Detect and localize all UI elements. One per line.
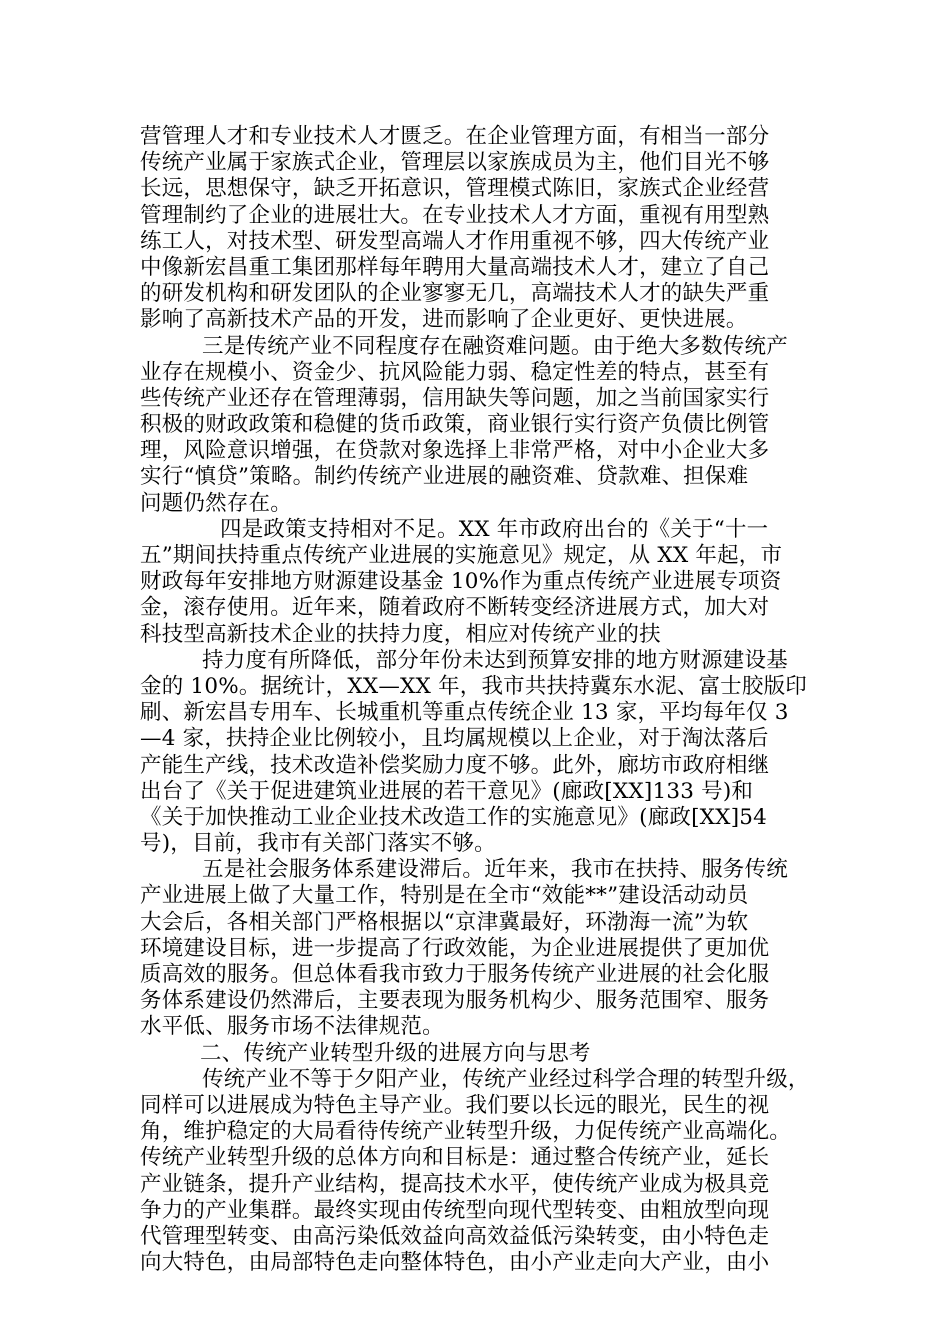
text-line: 刷、新宏昌专用车、长城重机等重点传统企业 13 家，平均每年仅 3 bbox=[140, 700, 789, 726]
text-line: 持力度有所降低，部分年份未达到预算安排的地方财源建设基 bbox=[202, 647, 788, 673]
text-line: 质高效的服务。但总体看我市致力于服务传统产业进展的社会化服 bbox=[140, 962, 770, 987]
text-line: 五”期间扶持重点传统产业进展的实施意见》规定，从 XX 年起，市 bbox=[140, 543, 783, 568]
text-line: 实行“慎贷”策略。制约传统产业进展的融资难、贷款难、担保难 bbox=[140, 464, 749, 490]
text-line: 角，维护稳定的大局看待传统产业转型升级，力促传统产业高端化。 bbox=[140, 1119, 792, 1145]
text-line: 同样可以进展成为特色主导产业。我们要以长远的眼光，民生的视 bbox=[140, 1092, 770, 1118]
text-line: 积极的财政政策和稳健的货币政策，商业银行实行资产负债比例管 bbox=[140, 412, 770, 438]
text-line: 向大特色，由局部特色走向整体特色，由小产业走向大产业，由小 bbox=[140, 1250, 770, 1276]
text-line: 环境建设目标，进一步提高了行政效能，为企业进展提供了更加优 bbox=[140, 935, 770, 961]
text-line: 号)，目前，我市有关部门落实不够。 bbox=[140, 831, 496, 857]
text-line: 四是政策支持相对不足。XX 年市政府出台的《关于“十一 bbox=[220, 516, 769, 542]
text-line: 代管理型转变、由高污染低效益向高效益低污染转变，由小特色走 bbox=[140, 1223, 770, 1249]
text-line: 金的 10%。据统计，XX—XX 年，我市共扶持冀东水泥、富士胶版印 bbox=[140, 673, 807, 699]
text-line: 营管理人才和专业技术人才匮乏。在企业管理方面，有相当一部分 bbox=[140, 124, 770, 149]
text-line: 财政每年安排地方财源建设基金 10%作为重点传统产业进展专项资 bbox=[140, 569, 782, 595]
text-line: 理，风险意识增强，在贷款对象选择上非常严格，对中小企业大多 bbox=[140, 438, 770, 464]
text-line: 传统产业不等于夕阳产业，传统产业经过科学合理的转型升级， bbox=[202, 1066, 810, 1092]
text-line: —4 家，扶持企业比例较小，且均属规模以上企业，对于淘汰落后 bbox=[140, 726, 769, 752]
text-line: 大会后，各相关部门严格根据以“京津冀最好，环渤海一流”为软 bbox=[140, 909, 749, 935]
document-body bbox=[140, 124, 820, 1276]
text-line: 些传统产业还存在管理薄弱，信用缺失等问题，加之当前国家实行 bbox=[140, 385, 770, 411]
text-line: 中像新宏昌重工集团那样每年聘用大量高端技术人才，建立了自己 bbox=[140, 254, 770, 280]
text-line: 金，滚存使用。近年来，随着政府不断转变经济进展方式，加大对 bbox=[140, 595, 770, 621]
text-line: 科技型高新技术企业的扶持力度，相应对传统产业的扶 bbox=[140, 621, 661, 647]
text-line: 管理制约了企业的进展壮大。在专业技术人才方面，重视有用型熟 bbox=[140, 202, 770, 228]
text-line: 《关于加快推动工业企业技术改造工作的实施意见》(廊政[XX]54 bbox=[140, 804, 768, 830]
text-line: 产业链条，提升产业结构，提高技术水平，使传统产业成为极具竞 bbox=[140, 1171, 770, 1197]
text-line: 传统产业属于家族式企业，管理层以家族成员为主，他们目光不够 bbox=[140, 150, 770, 176]
text-line: 产能生产线，技术改造补偿奖励力度不够。此外，廊坊市政府相继 bbox=[140, 752, 770, 778]
text-line: 五是社会服务体系建设滞后。近年来，我市在扶持、服务传统 bbox=[202, 857, 788, 883]
text-line: 练工人，对技术型、研发型高端人才作用重视不够，四大传统产业 bbox=[140, 228, 770, 254]
text-line: 二、传统产业转型升级的进展方向与思考 bbox=[200, 1040, 591, 1066]
text-line: 传统产业转型升级的总体方向和目标是：通过整合传统产业，延长 bbox=[140, 1145, 770, 1171]
text-line: 争力的产业集群。最终实现由传统型向现代型转变、由粗放型向现 bbox=[140, 1197, 770, 1223]
text-line: 影响了高新技术产品的开发，进而影响了企业更好、更快进展。 bbox=[140, 307, 748, 333]
text-line: 产业进展上做了大量工作，特别是在全市“效能**”建设活动动员 bbox=[140, 883, 749, 909]
text-line: 长远，思想保守，缺乏开拓意识，管理模式陈旧，家族式企业经营 bbox=[140, 176, 770, 202]
text-line: 三是传统产业不同程度存在融资难问题。由于绝大多数传统产 bbox=[202, 333, 788, 359]
text-line: 业存在规模小、资金少、抗风险能力弱、稳定性差的特点，甚至有 bbox=[140, 359, 770, 385]
text-line: 出台了《关于促进建筑业进展的若干意见》(廊政[XX]133 号)和 bbox=[140, 778, 754, 804]
text-line: 问题仍然存在。 bbox=[140, 490, 292, 516]
text-line: 的研发机构和研发团队的企业寥寥无几，高端技术人才的缺失严重 bbox=[140, 281, 770, 307]
text-line: 务体系建设仍然滞后，主要表现为服务机构少、服务范围窄、服务 bbox=[140, 988, 770, 1014]
text-line: 水平低、服务市场不法律规范。 bbox=[140, 1014, 444, 1040]
